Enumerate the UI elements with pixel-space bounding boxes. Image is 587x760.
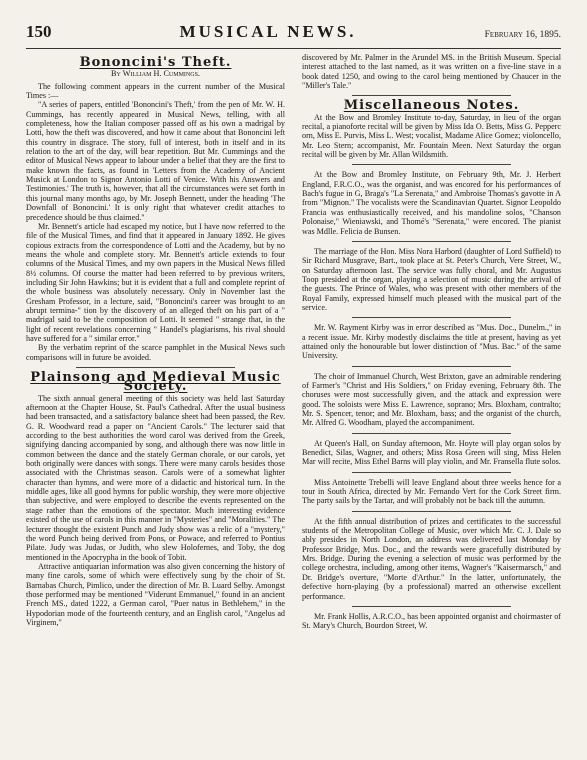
paragraph: The following comment appears in the current number of the Musical Times :— [26, 81, 285, 101]
paragraph: Mr. W. Rayment Kirby was in error described as "Mus. Doc., Dunelm.," in a recent issue. Mr. Kirby modestly disclaims the title at present, having as yet attained only the honourable but lower distinction of "Mus. Bac." of the same University. [302, 323, 561, 361]
paragraph: discovered by Mr. Palmer in the Arundel MS. in the British Museum. Special interest attached to the last named, as it was written on a five-line stave in a book dated 1250, and owing to the carol being mentioned by Chaucer in the "Miller's Tale." [302, 53, 561, 91]
page-number: 150 [26, 22, 52, 41]
article-title-plainsong: Plainsong and Medieval Music Society. [30, 370, 281, 395]
paragraph: "A series of papers, entitled 'Bononcini's Theft,' from the pen of Mr. W. H. Cummings, has recently appeared in Musical News, telling, with all completeness, how the Italian composer passed off as his own a madrigal by Lotti, how the theft was discovered, and how it came about that Bononcini left this country in disgrace. The story, full of interest, both in itself and in its relation to the art of the day, will bear repetition. But Mr. Cummings and the editor of Musical News appear to labour under a belief that they are the first to make known the facts, as found in 'Letters from the Academy of Ancient Musick at London to Signor Antonio Lotti of Venice. With his Answers and Testimonies.' The truth is, however, that all the circumstances were set forth in this journal many months ago, by Mr. Joseph Bennett, under the heading 'The Downfall of Bononcini.' It is only right that whatever credit attaches to precedence should be thus claimed." [26, 100, 285, 222]
issue-date: February 16, 1895. [484, 30, 561, 40]
page-header [26, 22, 561, 46]
paragraph: Attractive antiquarian information was also given concerning the history of many fine carols, some of which were effectively sung by the choir of St. Barnabas Church, Pimlico, under the direction of Mr. B. Luard Selby. Amongst those performed may be mentioned "Viderunt Emmanuel," found in an ancient French MS., dated 1222, a German carol, "Puer natus in Bethlehem," in the Hypodorian mode of the fourteenth century, and an English carol, "Angelus ad Virginem," [26, 561, 285, 627]
journal-title: MUSICAL NEWS. [179, 22, 357, 41]
left-column [26, 53, 285, 631]
paragraph: The sixth annual general meeting of this society was held last Saturday afternoon at the Chapter House, St. Paul's Cathedral. After the usual business had been transacted, and a satisfactory balance sheet had been passed, the Rev. G. R. Woodward read a paper on "Ancient Carols." The lecturer said that according to the best authorities the word carol was derived from the Greek, signifying dancing accompanied by song, and although there was now little in common between the dance and the stately German chorale, or our carols, yet both originally were dances with songs. There were many carols besides those associated with the Christmas season. Carols were of a somewhat lighter character than hymns, and were more of a didactic and historical turn. In the middle ages, like all good hymns for public worship, they were more objective than subjective, and were employed to describe the events represented on the stage rather than the emotions of the spectator. Much interesting evidence existed of the use of carols in this manner in "Mysteries" and "Moralities." The lecturer thought the existent Punch and Judy show was a relic of a "mystery," the word Punch being derived from Pons, or Powace, and referred to Pontius Pilate. Judy was Judas, or Judith, who slew Holofernes, and Toby, the dog mentioned in the Apocrypha in the book of Tobit. [26, 393, 285, 562]
article-title-bononcini: Bononcini's Theft. [79, 55, 232, 70]
header-rule [26, 48, 561, 49]
item-divider [352, 433, 511, 434]
item-divider [352, 366, 511, 367]
right-column [302, 53, 561, 631]
columns [26, 53, 561, 631]
paragraph: At the Bow and Bromley Institute to-day, Saturday, in lieu of the organ recital, a pianoforte recital will be given by Miss Ida O. Betts, Miss G. Pepperc orn, Miss E. Purvis, Miss L. West; vocalist, Madame Alice Gomez; violoncello, Mr. Leo Stern; accompanist, Mr. Fountain Meen. Next Saturday the organ recital will be given by Mr. Allan Wildsmith. [302, 112, 561, 160]
paragraph: At Queen's Hall, on Sunday afternoon, Mr. Hoyte will play organ solos by Benedict, Silas, Wagner, and others; Miss Rosa Green will sing, Miss Helen Mar will recite, Miss Ethel Barns will play violin, and Mr. Fransella flute solos. [302, 438, 561, 467]
paragraph: Mr. Bennett's article had escaped my notice, but I have now referred to the file of the Musical Times, and find that it appeared in January 1892. He gives copious extracts from the correspondence of Lotti and the Academy, but by no means the whole and complete story. Mr. Bennett's article extends to four columns of the Musical Times, and my own papers in the Musical News filled 8½ columns. Of course the matter had been referred to by previous writers, including Sir John Hawkins; but it is evident that a full and complete reprint of the whole business was absolutely necessary. Only in November last the Gresham Professor, in a lecture, said, "Bononcini's career was brought to an abrupt termina-" tion by the discovery of an alleged theft on his part of a " madrigal said to be the composition of Lotti. It seemed " strange that, in the light of recent revelations concerning " Handel's plagiarisms, his rival should have suffered for a " similar error." [26, 221, 285, 343]
paragraph: The marriage of the Hon. Miss Nora Harbord (daughter of Lord Suffield) to Sir Richard Musgrave, Bart., took place at St. Peter's Church, Vere Street, W., on Saturday afternoon last. The service was fully choral, and Mr. Augustus Toop presided at the organ, playing a selection of music during the arrival of the guests. The Prince of Wales, who was present with other members of the Royal Family, expressed himself much pleased with the musical part of the service. [302, 246, 561, 312]
paragraph: At the Bow and Bromley Institute, on February 9th, Mr. J. Herbert England, F.R.C.O., was the organist, and was encored for his performances of Bach's fugue in G, Braga's "La Serenata," and Ambroise Thomas's gavotte in A from "Mignon." The vocalists were the Scandinavian Quartet. Signor Leopoldo Francia was enthusiastically received, and his mandoline solos, "Chanson Polonaise," Wieniawski, and Thomé's "Serenata," were encored. The pianist was Mdlle. Felicia de Bunsen. [302, 170, 561, 236]
item-divider [352, 241, 511, 242]
section-divider [76, 367, 235, 368]
item-divider [352, 164, 511, 165]
paragraph: Miss Antoinette Trebelli will leave England about three weeks hence for a tour in South Africa, directed by Mr. Fernando Vert for the Cork Street firm. The party sails by the Tartar, and will probably not be back till the autumn. [302, 477, 561, 506]
item-divider [352, 606, 511, 607]
paragraph: At the fifth annual distribution of prizes and certificates to the successful students of the Metropolitan College of Music, over which Mr. C. J. Dale so ably presides in North London, an address was delivered last Monday by Professor Bridge, Mus. Doc., and the rewards were gracefully distributed by Mrs. Bridge. During the evening a selection of music was performed by the college orchestra, including, among other items, Wagner's "Kaisermarsch," and Dr. Bridge's overture, "Morte d'Arthur." In the latter, unfortunately, the defective horn-playing (by a professional) marred an otherwise excellent performance. [302, 516, 561, 601]
article-byline: By William H. Cummings. [111, 69, 200, 79]
item-divider [352, 511, 511, 512]
item-divider [352, 317, 511, 318]
paragraph: Mr. Frank Hollis, A.R.C.O., has been appointed organist and choirmaster of St. Mary's Church, Bourdon Street, W. [302, 611, 561, 631]
item-divider [352, 472, 511, 473]
paragraph: The choir of Immanuel Church, West Brixton, gave an admirable rendering of Farmer's "Christ and His Soldiers," on Friday evening, February 8th. The choruses were most successfully given, and the attack and expression were good. The soloists were Miss E. Lawrence, soprano; Mrs. Bloxham, contralto; Mr. S. Spencer, tenor; and Mr. Bloxham, bass; and the organist of the church, Mr. Alfred G. Woodham, played the accompaniment. [302, 371, 561, 428]
section-divider [352, 95, 511, 96]
paragraph: By the verbatim reprint of the scarce pamphlet in the Musical News such comparisons will in future be avoided. [26, 343, 285, 362]
article-title-miscellaneous: Miscellaneous Notes. [343, 98, 520, 114]
